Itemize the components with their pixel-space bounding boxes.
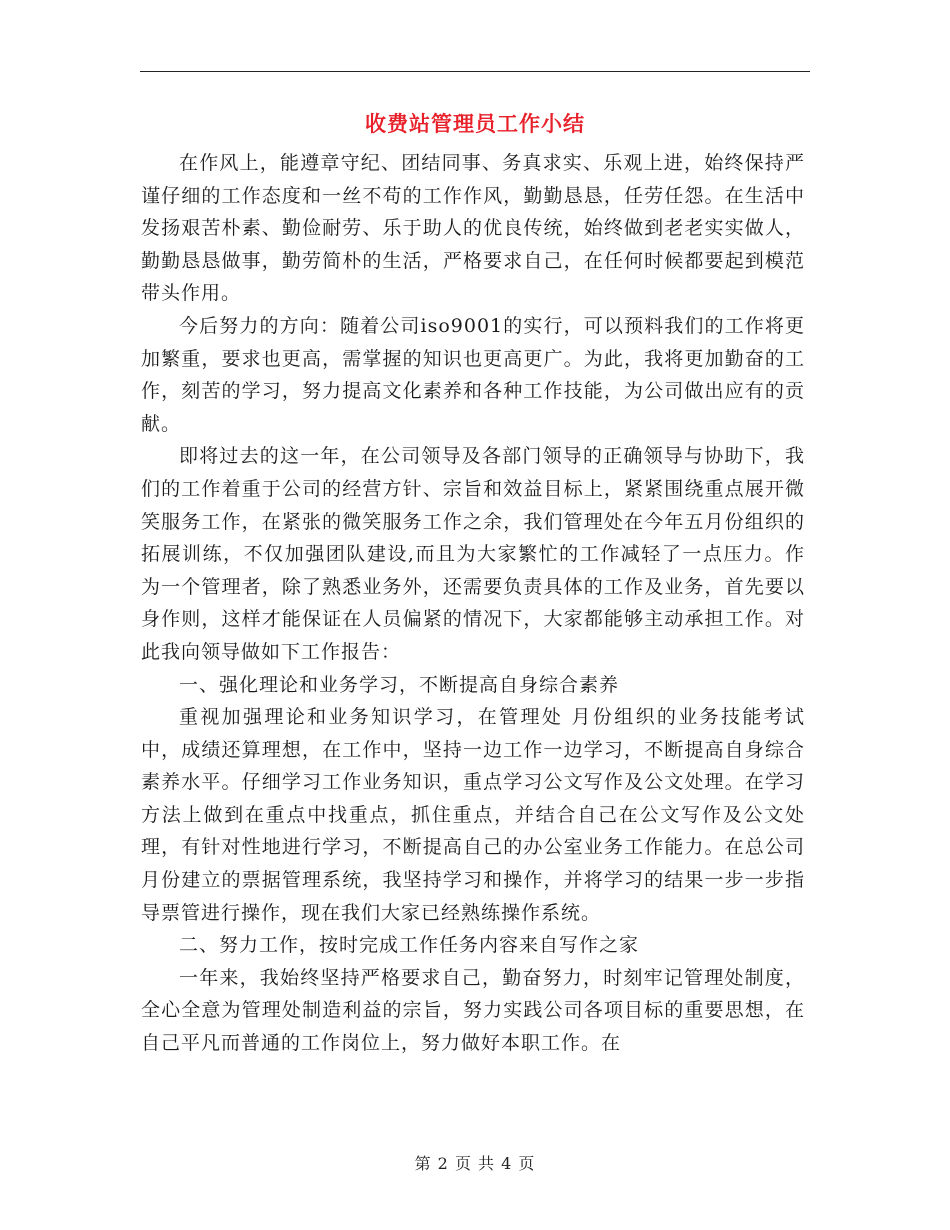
section-heading-study: 一、强化理论和业务学习，不断提高自身综合素养	[179, 673, 620, 696]
paragraph-year-review: 即将过去的这一年，在公司领导及各部门领导的正确领导与协助下，我们的工作着重于公司的经营方针、宗旨和效益目标上，紧紧围绕重点展开微笑服务工作，在紧张的微笑服务工作之余，我们管理处在今年五月份组织的拓展训练，不仅加强团队建设,而且为大家繁忙的工作减轻了一点压力。作为一个管理者，除了熟悉业务外，还需要负责具体的工作及业务，首先要以身作则，这样才能保证在人员偏紧的情况下，大家都能够主动承担工作。对此我向领导做如下工作报告：	[141, 445, 805, 663]
section-heading-work: 二、努力工作，按时完成工作任务内容来自写作之家	[179, 934, 640, 957]
page-number: 第 2 页 共 4 页	[414, 1154, 536, 1173]
document-body	[141, 147, 805, 1060]
document-title: 收费站管理员工作小结	[365, 112, 585, 136]
paragraph-work-style: 在作风上，能遵章守纪、团结同事、务真求实、乐观上进，始终保持严谨仔细的工作态度和一丝不苟的工作作风，勤勤恳恳，任劳任怨。在生活中发扬艰苦朴素、勤俭耐劳、乐于助人的优良传统，始终做到老老实实做人，勤勤恳恳做事，勤劳简朴的生活，严格要求自己，在任何时候都要起到模范带头作用。	[141, 152, 805, 305]
paragraph-work: 一年来，我始终坚持严格要求自己，勤奋努力，时刻牢记管理处制度，全心全意为管理处制造利益的宗旨，努力实践公司各项目标的重要思想，在自己平凡而普通的工作岗位上，努力做好本职工作。在	[141, 966, 805, 1055]
paragraph-study: 重视加强理论和业务知识学习，在管理处 月份组织的业务技能考试中，成绩还算理想，在工作中，坚持一边工作一边学习，不断提高自身综合素养水平。仔细学习工作业务知识，重点学习公文写作及公文处理。在学习方法上做到在重点中找重点，抓住重点，并结合自己在公文写作及公文处理，有针对性地进行学习，不断提高自己的办公室业务工作能力。在总公司 月份建立的票据管理系统，我坚持学习和操作，并将学习的结果一步一步指导票管进行操作，现在我们大家已经熟练操作系统。	[141, 706, 805, 924]
paragraph-future-direction: 今后努力的方向：随着公司iso9001的实行，可以预料我们的工作将更加繁重，要求也更高，需掌握的知识也更高更广。为此，我将更加勤奋的工作，刻苦的学习，努力提高文化素养和各种工作技能，为公司做出应有的贡献。	[141, 314, 805, 435]
header-rule	[140, 71, 810, 72]
